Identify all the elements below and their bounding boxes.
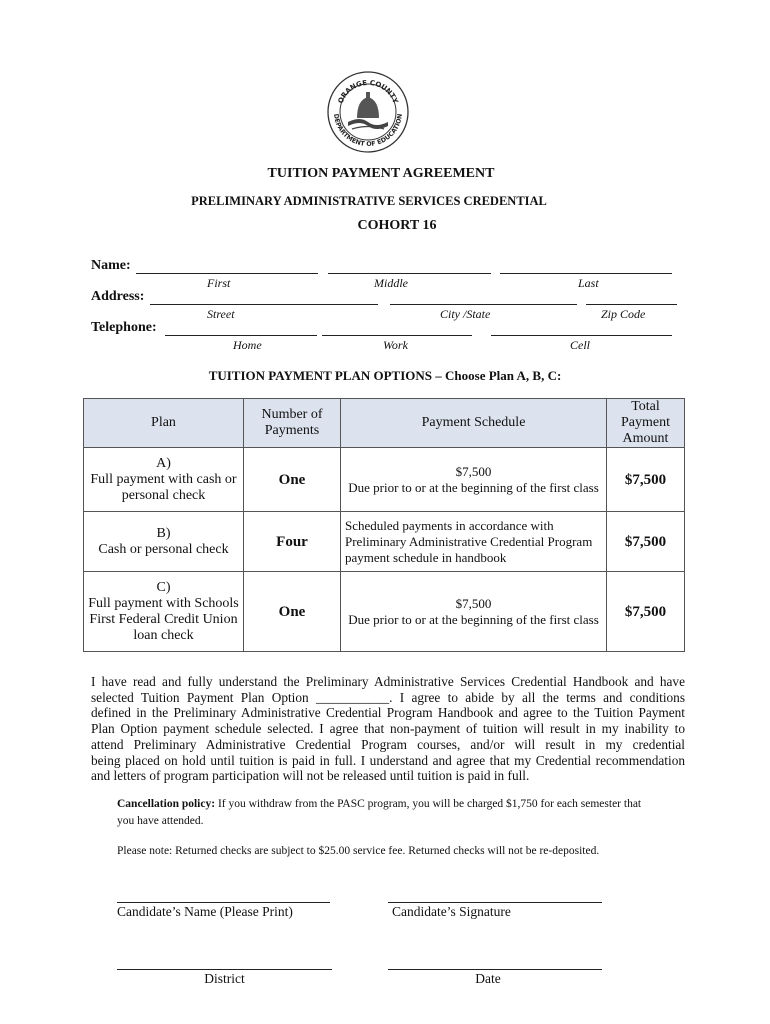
telephone-cell-field[interactable]	[491, 335, 672, 336]
telephone-work-caption: Work	[383, 338, 408, 352]
seal-top-text: ORANGE COUNTY	[336, 78, 400, 105]
address-city-caption: City /State	[440, 307, 491, 321]
address-label: Address:	[91, 289, 145, 304]
plan-cell: C) Full payment with Schools First Federal Credit Union loan check	[84, 572, 244, 652]
total-cell: $7,500	[607, 572, 685, 652]
address-zip-field[interactable]	[586, 304, 677, 305]
candidate-name-label: Candidate’s Name (Please Print)	[117, 904, 293, 919]
table-row-plan-a	[84, 448, 685, 512]
agreement-line: defined in the Preliminary Administrative Credential Program Handbook and agree to the Tuition Payment	[91, 705, 685, 721]
telephone-cell-caption: Cell	[570, 338, 590, 352]
agreement-line: attend Preliminary Administrative Credential Program courses, and/or will result in my credential	[91, 736, 685, 752]
candidate-signature-label: Candidate’s Signature	[392, 904, 511, 919]
cohort-label: COHORT 16	[357, 218, 437, 233]
total-cell: $7,500	[607, 448, 685, 512]
seal-icon	[326, 70, 410, 154]
agreement-paragraph	[91, 674, 685, 784]
table-header-row	[84, 399, 685, 448]
seal-bottom-text: DEPARTMENT OF EDUCATION	[331, 113, 405, 149]
candidate-signature-line[interactable]	[388, 902, 602, 903]
document-title: TUITION PAYMENT AGREEMENT	[267, 166, 495, 181]
name-last-field[interactable]	[500, 273, 672, 274]
plan-cell: B) Cash or personal check	[84, 512, 244, 572]
agreement-line: being placed on hold until tuition is paid in full. I understand and agree that my Credential recommendation	[91, 752, 685, 768]
name-middle-caption: Middle	[374, 276, 408, 290]
header-plan: Plan	[84, 399, 244, 448]
telephone-work-field[interactable]	[322, 335, 472, 336]
telephone-home-field[interactable]	[165, 335, 317, 336]
table-row-plan-b	[84, 512, 685, 572]
agreement-line: Plan Option payment schedule selected. I agree that non-payment of tuition will result in my inability to	[91, 721, 685, 737]
header-total-payment-amount: Total Payment Amount	[607, 399, 685, 448]
table-row-plan-c	[84, 572, 685, 652]
count-cell: One	[244, 448, 341, 512]
district-line[interactable]	[117, 969, 332, 970]
total-cell: $7,500	[607, 512, 685, 572]
schedule-cell: Scheduled payments in accordance with Preliminary Administrative Credential Program payment schedule in handbook	[341, 512, 607, 572]
document-subtitle: PRELIMINARY ADMINISTRATIVE SERVICES CREDENTIAL	[191, 194, 547, 208]
name-first-caption: First	[207, 276, 231, 290]
address-zip-caption: Zip Code	[601, 307, 646, 321]
name-last-caption: Last	[578, 276, 599, 290]
name-first-field[interactable]	[136, 273, 318, 274]
agreement-line: I have read and fully understand the Preliminary Administrative Services Credential Handbook and have	[91, 674, 685, 689]
returned-checks-note: Please note: Returned checks are subject to $25.00 service fee. Returned checks will not be re-deposited.	[117, 845, 600, 857]
date-label: Date	[475, 971, 501, 986]
district-label: District	[204, 971, 245, 986]
address-street-field[interactable]	[150, 304, 378, 305]
agreement-line: selected Tuition Payment Plan Option ___________. I agree to abide by all the terms and conditions	[91, 689, 685, 705]
header-payment-schedule: Payment Schedule	[341, 399, 607, 448]
cancellation-text: If you withdraw from the PASC program, you will be charged $1,750 for each semester that you have attended.	[117, 798, 642, 827]
plan-cell: A) Full payment with cash or personal check	[84, 448, 244, 512]
telephone-label: Telephone:	[91, 320, 157, 335]
telephone-home-caption: Home	[233, 338, 262, 352]
cancellation-label: Cancellation policy:	[117, 798, 216, 810]
payment-plans-table	[83, 398, 685, 652]
address-street-caption: Street	[207, 307, 235, 321]
name-label: Name:	[91, 258, 131, 273]
schedule-cell: $7,500 Due prior to or at the beginning of the first class	[341, 448, 607, 512]
name-middle-field[interactable]	[328, 273, 491, 274]
schedule-cell: $7,500 Due prior to or at the beginning of the first class	[341, 572, 607, 652]
count-cell: One	[244, 572, 341, 652]
cancellation-policy	[117, 796, 657, 830]
orange-county-doe-seal	[326, 70, 410, 154]
candidate-name-line[interactable]	[117, 902, 330, 903]
date-line[interactable]	[388, 969, 602, 970]
count-cell: Four	[244, 512, 341, 572]
address-city-state-field[interactable]	[390, 304, 577, 305]
header-number-of-payments: Number of Payments	[244, 399, 341, 448]
plan-options-heading: TUITION PAYMENT PLAN OPTIONS – Choose Plan A, B, C:	[208, 368, 562, 383]
agreement-line: and letters of program participation will not be released until tuition is paid in full.	[91, 768, 530, 784]
